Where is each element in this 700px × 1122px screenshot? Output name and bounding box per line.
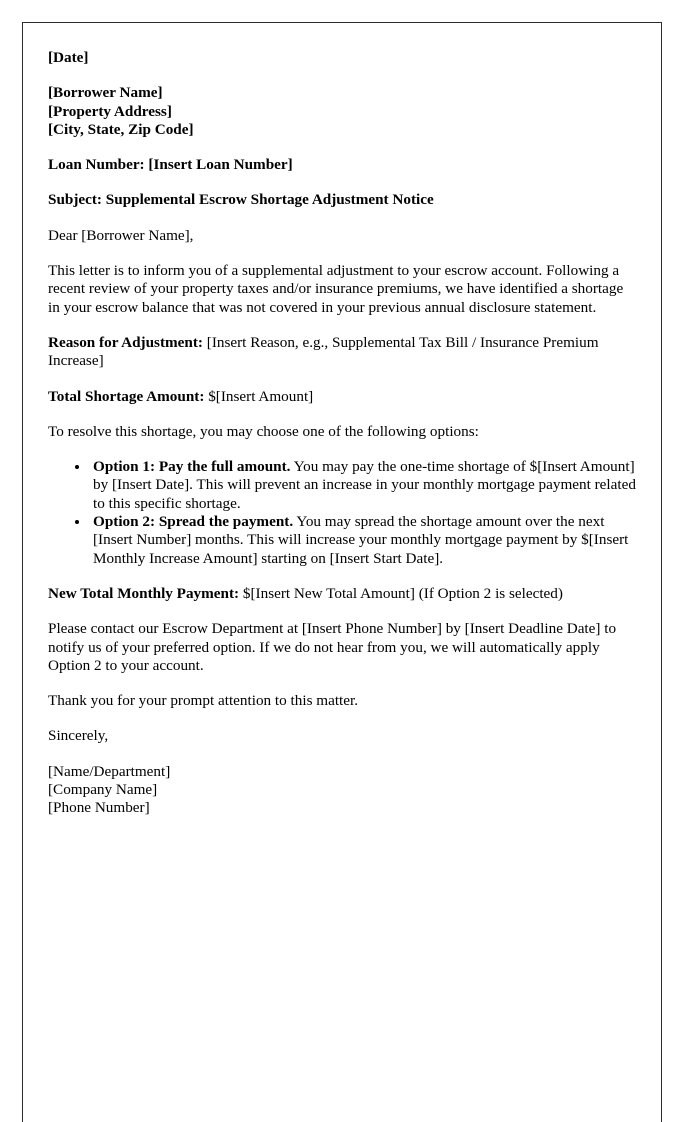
total-shortage-line (48, 388, 636, 406)
signature-company-name: [Company Name] (48, 781, 158, 799)
new-total-payment-label: New Total Monthly Payment: (48, 584, 240, 602)
subject-value: Supplemental Escrow Shortage Adjustment Notice (105, 191, 434, 209)
thanks-paragraph: Thank you for your prompt attention to this matter. (48, 692, 359, 710)
total-shortage-value: $[Insert Amount] (208, 387, 314, 405)
recipient-name: [Borrower Name] (48, 84, 163, 102)
option-1-body: You may pay the one-time shortage of $[Insert Amount] by [Insert Date]. This will prevent an increase in your monthly mortgage payment related to this specific shortage. (93, 458, 636, 512)
loan-number-value: [Insert Loan Number] (148, 156, 293, 174)
loan-number-label: Loan Number: (48, 156, 145, 174)
signature-block (48, 763, 636, 818)
total-shortage-label: Total Shortage Amount: (48, 387, 205, 405)
recipient-property-address: [Property Address] (48, 102, 172, 120)
date-placeholder: [Date] (48, 49, 89, 66)
contact-paragraph: Please contact our Escrow Department at [Insert Phone Number] by [Insert Deadline Date] to notify us of your preferred option. If we do not hear from you, we will automatically apply Option 2 to your account. (48, 620, 617, 674)
document-page (22, 22, 662, 1122)
subject-line (48, 191, 636, 209)
loan-number-line (48, 156, 636, 174)
subject-label: Subject: (48, 191, 102, 209)
document-page-viewport (22, 22, 662, 817)
date-line (48, 49, 636, 67)
option-1-title: Option 1: Pay the full amount. (93, 458, 291, 476)
new-total-payment-value: $[Insert New Total Amount] (If Option 2 is selected) (242, 584, 563, 602)
options-lead-in: To resolve this shortage, you may choose one of the following options: (48, 422, 479, 440)
reason-value: [Insert Reason, e.g., Supplemental Tax Bill / Insurance Premium Increase] (48, 333, 599, 370)
signature-phone-number: [Phone Number] (48, 799, 150, 817)
intro-paragraph: This letter is to inform you of a supplemental adjustment to your escrow account. Following a recent review of your property taxes and/or insurance premiums, we have identified a shortage in your escrow balance that was not covered in your previous annual disclosure statement. (48, 262, 624, 316)
list-item (90, 458, 636, 513)
list-item (90, 513, 636, 568)
signature-name-department: [Name/Department] (48, 762, 171, 780)
options-list (48, 458, 636, 568)
letter-body (48, 49, 636, 818)
recipient-address-block (48, 84, 636, 139)
recipient-city-state-zip: [City, State, Zip Code] (48, 120, 194, 138)
closing: Sincerely, (48, 727, 109, 745)
salutation: Dear [Borrower Name], (48, 226, 194, 244)
reason-for-adjustment-line (48, 334, 636, 371)
option-2-title: Option 2: Spread the payment. (93, 513, 294, 531)
reason-label: Reason for Adjustment: (48, 333, 203, 351)
option-2-body: You may spread the shortage amount over the next [Insert Number] months. This will increase your monthly mortgage payment by $[Insert Monthly Increase Amount] starting on [Insert Start Date]. (93, 513, 629, 567)
new-total-monthly-payment-line (48, 585, 636, 603)
